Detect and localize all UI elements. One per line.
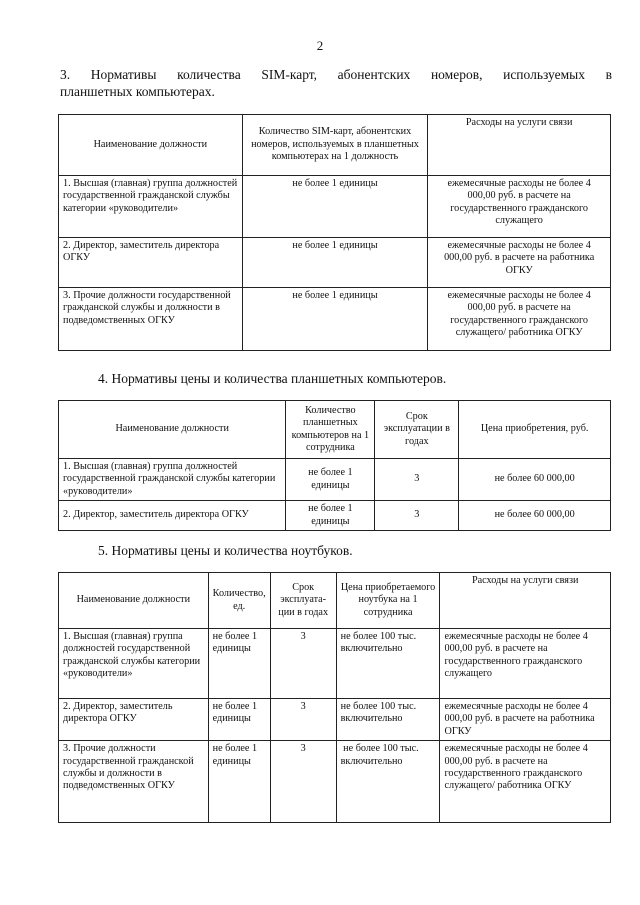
table-cell: не более 1 единицы [286, 459, 375, 501]
table-cell: ежемесячные расходы не более 4 000,00 руб. в расчете на работника ОГКУ [428, 238, 611, 288]
table-cell: не более 1 единицы [208, 741, 270, 823]
table-cell: не более 1 единицы [242, 176, 428, 238]
table-cell: 2. Директор, заместитель директора ОГКУ [59, 501, 286, 531]
table-cell: не более 1 единицы [208, 699, 270, 741]
table-cell: ежемесячные расходы не более 4 000,00 руб. в расчете на государственного гражданского служащего [428, 176, 611, 238]
table-row [59, 176, 611, 238]
table-cell: 3. Прочие должности государственной гражданской службы и должности в подведомственных ОГКУ [59, 288, 243, 351]
table-cell: не более 60 000,00 [459, 459, 611, 501]
laptops-table [58, 572, 611, 823]
table-cell: 1. Высшая (главная) группа должностей государственной гражданской службы категории «руководители» [59, 459, 286, 501]
table-header-row [59, 115, 611, 176]
table-row [59, 501, 611, 531]
section-3-title: 5. Нормативы цены и количества ноутбуков. [98, 543, 353, 558]
column-header: Расходы на услуги связи [440, 573, 611, 629]
table-cell: не более 1 единицы [208, 629, 270, 699]
table-cell: ежемесячные расходы не более 4 000,00 руб. в расчете на государственного гражданского служащего/ работника ОГКУ [428, 288, 611, 351]
column-header: Наименование должности [59, 115, 243, 176]
column-header: Наименование должности [59, 573, 209, 629]
table-cell: 3. Прочие должности государственной гражданской службы и должности в подведомственных ОГКУ [59, 741, 209, 823]
table-cell: 1. Высшая (главная) группа должностей государственной гражданской службы категории «руководители» [59, 629, 209, 699]
table-cell: не более 1 единицы [242, 238, 428, 288]
table-row [59, 288, 611, 351]
table-cell: 3 [270, 741, 336, 823]
table-cell: ежемесячные расходы не более 4 000,00 руб. в расчете на государственного гражданского служащего/ работника ОГКУ [440, 741, 611, 823]
table-cell: 3 [270, 699, 336, 741]
table-cell: не более 60 000,00 [459, 501, 611, 531]
table-header-row [59, 573, 611, 629]
table-cell: ежемесячные расходы не более 4 000,00 руб. в расчете на работника ОГКУ [440, 699, 611, 741]
table-cell: не более 100 тыс. включительно [336, 699, 440, 741]
table-cell: ежемесячные расходы не более 4 000,00 руб. в расчете на государственного гражданского служащего [440, 629, 611, 699]
column-header: Цена приобретения, руб. [459, 401, 611, 459]
column-header: Количество, ед. [208, 573, 270, 629]
page-number: 2 [316, 38, 324, 53]
sim-cards-table [58, 114, 611, 351]
table-cell: 3 [375, 501, 459, 531]
table-row [59, 238, 611, 288]
table-header-row [59, 401, 611, 459]
table-cell: не более 1 единицы [286, 501, 375, 531]
column-header: Срок эксплуата-ции в годах [270, 573, 336, 629]
section-1-title-line-1: 3. Нормативы количества SIM-карт, абонентских номеров, используемых в [60, 67, 612, 82]
table-cell: 1. Высшая (главная) группа должностей государственной гражданской службы категории «руководители» [59, 176, 243, 238]
table-cell: 2. Директор, заместитель директора ОГКУ [59, 238, 243, 288]
column-header: Наименование должности [59, 401, 286, 459]
table-cell: не более 1 единицы [242, 288, 428, 351]
table-row [59, 629, 611, 699]
table-cell: 2. Директор, заместитель директора ОГКУ [59, 699, 209, 741]
section-2-title: 4. Нормативы цены и количества планшетных компьютеров. [98, 371, 447, 386]
table-cell: 3 [375, 459, 459, 501]
table-row [59, 459, 611, 501]
table-cell: не более 100 тыс. включительно [336, 741, 440, 823]
column-header: Расходы на услуги связи [428, 115, 611, 176]
table-row [59, 741, 611, 823]
column-header: Количество планшетных компьютеров на 1 сотрудника [286, 401, 375, 459]
column-header: Количество SIM-карт, абонентских номеров, используемых в планшетных компьютерах на 1 должность [242, 115, 428, 176]
column-header: Цена приобретаемого ноутбука на 1 сотрудника [336, 573, 440, 629]
table-cell: не более 100 тыс. включительно [336, 629, 440, 699]
section-1-title-line-2: планшетных компьютерах. [60, 84, 215, 99]
table-row [59, 699, 611, 741]
tablets-table [58, 400, 611, 531]
column-header: Срок эксплуатации в годах [375, 401, 459, 459]
table-cell: 3 [270, 629, 336, 699]
